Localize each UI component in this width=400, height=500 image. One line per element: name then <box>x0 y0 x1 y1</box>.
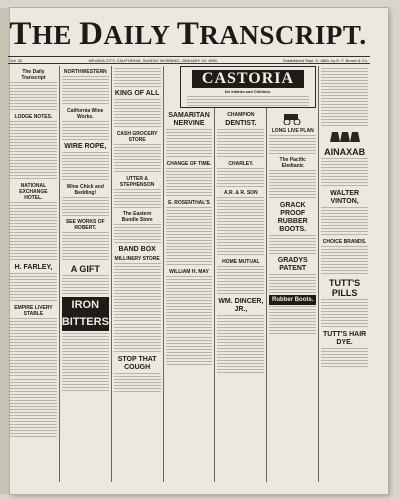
volume-number: Vol. 32. <box>10 58 24 63</box>
text-block <box>321 68 368 128</box>
text-block <box>62 152 109 182</box>
text-block <box>10 121 57 181</box>
text-block <box>321 207 368 237</box>
column-headline: H. FARLEY, <box>14 264 53 271</box>
text-block <box>10 202 57 262</box>
column-6 <box>267 66 319 482</box>
castoria-title: CASTORIA <box>192 70 304 88</box>
text-block <box>217 168 264 188</box>
text-block <box>62 333 109 393</box>
column-headline: EMPIRE LIVERY STABLE <box>14 305 53 317</box>
column-3 <box>112 66 164 482</box>
castoria-subtitle: for Infants and Children. <box>224 89 272 94</box>
column-headline: WM. DINCER, JR., <box>218 298 264 313</box>
column-headline: UTTER & STEPHENSON <box>119 176 155 188</box>
text-block <box>269 306 316 336</box>
bell-ornament-icon <box>321 129 368 145</box>
text-block <box>114 144 161 174</box>
text-block <box>10 318 57 378</box>
text-block <box>114 189 161 209</box>
column-headline: MILLINERY STORE <box>114 256 160 262</box>
text-block <box>10 82 57 112</box>
masthead-word: RANSCRIPT. <box>199 20 367 50</box>
column-headline: HOME MUTUAL <box>222 259 260 265</box>
column-2 <box>60 66 112 482</box>
text-block <box>217 266 264 296</box>
text-block <box>269 235 316 255</box>
text-block <box>62 76 109 106</box>
text-block <box>321 246 368 276</box>
column-4 <box>164 66 216 482</box>
column-headline: LODGE NOTES. <box>14 114 53 120</box>
column-headline: The Daily Transcript <box>21 69 46 81</box>
established-note: Established Sept. 5, 1860, by E. F. Brown & Co. <box>283 58 368 63</box>
text-block <box>166 276 213 336</box>
text-block <box>10 273 57 303</box>
masthead-letter: D <box>79 16 104 52</box>
rubber-boots-banner: Rubber Boots. <box>269 295 316 305</box>
text-block <box>114 263 161 323</box>
column-headline: NATIONAL EXCHANGE HOTEL. <box>19 183 48 201</box>
masthead-word: AILY <box>103 20 177 50</box>
text-block <box>62 232 109 262</box>
dateline <box>8 56 370 64</box>
column-headline: STOP THAT COUGH <box>117 356 157 371</box>
column-headline: CASH GROCERY STORE <box>116 131 158 143</box>
text-block <box>217 315 264 375</box>
text-block <box>217 129 264 159</box>
column-headline: NORTHWESTERN <box>63 69 107 75</box>
column-headline: WIRE ROPE, <box>64 143 107 150</box>
news-columns <box>8 66 370 482</box>
text-block <box>62 275 109 295</box>
text-block <box>114 224 161 244</box>
column-headline: WALTER VINTON, <box>330 190 360 205</box>
column-headline: CHAMPION <box>227 112 255 118</box>
column-headline: A.R. & R. SON <box>224 190 258 196</box>
column-1 <box>8 66 60 482</box>
text-block <box>269 170 316 200</box>
column-headline: California Wine Works. <box>67 108 104 120</box>
column-headline: CHOICE BRANDS. <box>322 239 367 245</box>
iron-bitters-ad: IRON BITTERS <box>62 297 109 331</box>
text-block <box>269 274 316 294</box>
castoria-advertisement <box>180 66 316 108</box>
column-7 <box>319 66 370 482</box>
column-headline: The Eastern Bundle Store <box>121 211 153 223</box>
column-headline: Wine Chick and Bedding! <box>66 184 104 196</box>
text-block <box>269 135 316 155</box>
castoria-text-block <box>187 96 309 108</box>
masthead-letter: T <box>176 16 200 52</box>
text-block <box>217 197 264 257</box>
column-headline: TUTT'S HAIR DYE. <box>322 331 367 346</box>
column-headline: The Pacific Eledtanic <box>279 157 306 169</box>
carriage-icon <box>269 110 316 126</box>
text-block <box>321 348 368 368</box>
text-block <box>114 373 161 393</box>
column-headline: SEE WORKS OF ROBERT. <box>65 219 105 231</box>
column-headline: AINAXAB <box>324 147 366 157</box>
text-block <box>166 337 213 367</box>
column-headline: TUTT'S PILLS <box>329 278 361 298</box>
text-block <box>114 324 161 354</box>
text-block <box>166 207 213 267</box>
publication-date: NEVADA CITY, CALIFORNIA, SUNDAY MORNING, JANUARY 19, 1890. <box>88 58 218 63</box>
masthead <box>8 16 368 52</box>
column-headline: WILLIAM H. MAY <box>169 269 209 275</box>
text-block <box>321 158 368 188</box>
column-headline: DENTIST. <box>225 120 257 127</box>
text-block <box>62 121 109 141</box>
column-5 <box>215 66 267 482</box>
column-headline: KING OF ALL <box>114 90 160 97</box>
text-block <box>10 379 57 439</box>
column-headline: CHANGE OF TIME. <box>166 161 212 167</box>
text-block <box>166 168 213 198</box>
text-block <box>166 129 213 159</box>
column-headline: E. ROSENTHAL'S <box>168 200 210 206</box>
column-headline: GRADYS PATENT <box>277 257 308 272</box>
column-headline: GRACK PROOF RUBBER BOOTS. <box>277 202 308 233</box>
masthead-word: HE <box>31 20 80 50</box>
column-headline: A GIFT <box>70 264 100 274</box>
column-headline: LONG LIVE PLAN <box>271 128 314 134</box>
text-block <box>114 68 161 88</box>
masthead-letter: T <box>9 16 32 52</box>
column-headline: CHARLEY. <box>228 161 254 167</box>
text-block <box>114 99 161 129</box>
column-headline: SAMARITAN NERVINE <box>168 112 210 127</box>
text-block <box>321 299 368 329</box>
column-headline: BAND BOX <box>118 246 156 253</box>
text-block <box>62 197 109 217</box>
